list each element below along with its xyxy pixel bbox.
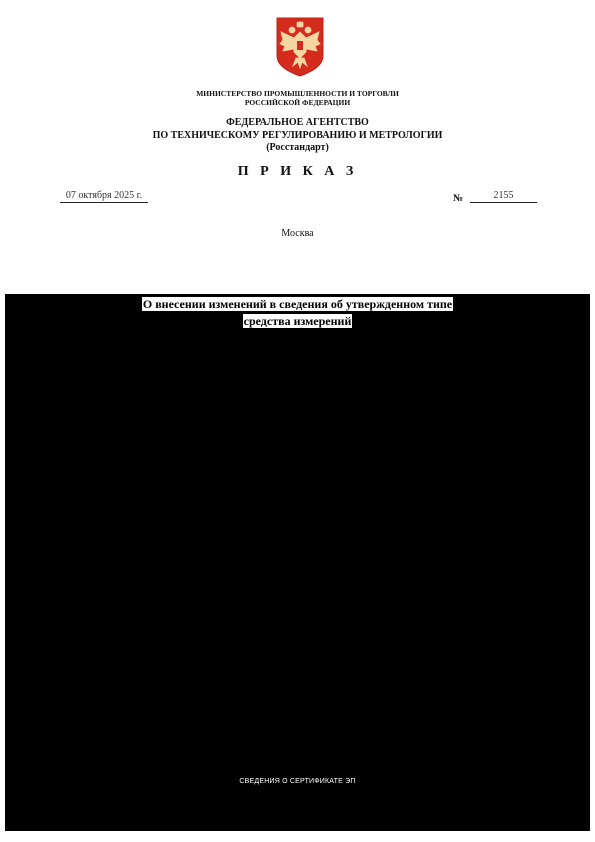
ministry-line-1: МИНИСТЕРСТВО ПРОМЫШЛЕННОСТИ И ТОРГОВЛИ — [196, 89, 399, 98]
coat-of-arms-icon — [275, 16, 325, 78]
order-title: П Р И К А З — [237, 164, 358, 179]
agency-line-2: ПО ТЕХНИЧЕСКОМУ РЕГУЛИРОВАНИЮ И МЕТРОЛОГИИ — [152, 129, 443, 141]
agency-name — [0, 117, 595, 155]
redacted-body — [5, 294, 590, 831]
ministry-line-2: РОССИЙСКОЙ ФЕДЕРАЦИИ — [244, 98, 351, 107]
agency-line-1: ФЕДЕРАЛЬНОЕ АГЕНТСТВО — [226, 117, 369, 128]
ministry-name — [0, 89, 595, 107]
order-number-sign: № — [453, 193, 464, 204]
agency-line-3: (Росстандарт) — [266, 142, 329, 153]
city-name: Москва — [281, 228, 314, 239]
subject-line-1: О внесении изменений в сведения об утвержденном типе — [142, 297, 453, 311]
order-date: 07 октября 2025 г. — [60, 189, 148, 203]
order-subject — [0, 296, 595, 330]
subject-line-2: средства измерений — [243, 314, 352, 328]
signature-certificate-note: СВЕДЕНИЯ О СЕРТИФИКАТЕ ЭП — [239, 778, 356, 785]
order-number: 2155 — [470, 189, 537, 203]
